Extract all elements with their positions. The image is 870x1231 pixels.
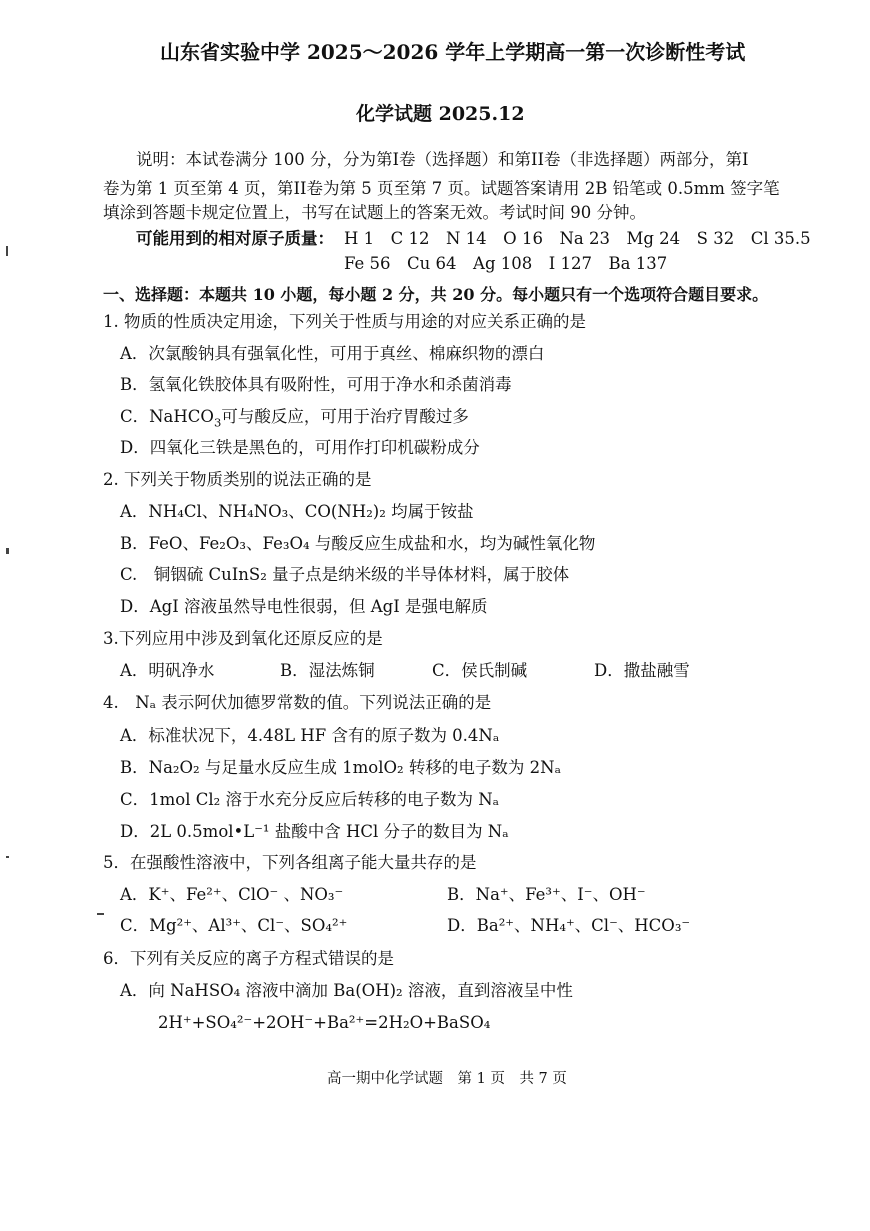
question-1-stem: 1. 物质的性质决定用途，下列关于性质与用途的对应关系正确的是 [103, 312, 586, 331]
atomic-mass-label: 可能用到的相对原子质量： [136, 229, 334, 248]
question-4-option-c: C．1mol Cl₂ 溶于水充分反应后转移的电子数为 Nₐ [120, 790, 500, 809]
question-1-option-d: D．四氧化三铁是黑色的，可用作打印机碳粉成分 [120, 438, 480, 457]
atomic-mass-line-2: Fe 56 Cu 64 Ag 108 I 127 Ba 137 [344, 254, 668, 273]
question-6-stem: 6．下列有关反应的离子方程式错误的是 [103, 949, 394, 968]
page-footer: 高一期中化学试题 第 1 页 共 7 页 [327, 1071, 567, 1087]
question-4-option-a: A．标准状况下，4.48L HF 含有的原子数为 0.4Nₐ [120, 726, 500, 745]
question-1-option-b: B．氢氧化铁胶体具有吸附性，可用于净水和杀菌消毒 [120, 375, 512, 394]
question-6-option-a: A．向 NaHSO₄ 溶液中滴加 Ba(OH)₂ 溶液，直到溶液呈中性 [120, 981, 573, 1000]
question-3-option-d: D．撒盐融雪 [594, 661, 690, 680]
instructions-line-1: 说明：本试卷满分 100 分，分为第I卷（选择题）和第II卷（非选择题）两部分，第I [136, 150, 749, 169]
question-3-option-a: A．明矾净水 [120, 661, 215, 680]
question-5-option-b: B．Na⁺、Fe³⁺、I⁻、OH⁻ [447, 885, 646, 904]
question-1-option-c-subscript: 3 [213, 415, 222, 430]
question-5-option-d: D．Ba²⁺、NH₄⁺、Cl⁻、HCO₃⁻ [447, 916, 691, 935]
question-1-option-c [120, 406, 469, 428]
question-1-option-c-prefix: C．NaHCO [120, 407, 214, 426]
question-6-option-a-equation: 2H⁺+SO₄²⁻+2OH⁻+Ba²⁺=2H₂O+BaSO₄ [158, 1013, 491, 1032]
atomic-mass-line-1: H 1 C 12 N 14 O 16 Na 23 Mg 24 S 32 Cl 35.5 [344, 229, 811, 248]
question-2-option-a: A．NH₄Cl、NH₄NO₃、CO(NH₂)₂ 均属于铵盐 [120, 502, 474, 521]
question-1-option-a: A．次氯酸钠具有强氧化性，可用于真丝、棉麻织物的漂白 [120, 344, 545, 363]
question-2-option-c: C. 铜铟硫 CuInS₂ 量子点是纳米级的半导体材料，属于胶体 [120, 565, 570, 584]
question-4-option-b: B．Na₂O₂ 与足量水反应生成 1molO₂ 转移的电子数为 2Nₐ [120, 758, 561, 777]
question-3-option-c: C．侯氏制碱 [432, 661, 528, 680]
question-2-option-d: D．AgI 溶液虽然导电性很弱，但 AgI 是强电解质 [120, 597, 488, 616]
scan-speck-4 [97, 913, 104, 915]
question-1-option-c-suffix: 可与酸反应，可用于治疗胃酸过多 [221, 407, 469, 426]
question-2-option-b: B．FeO、Fe₂O₃、Fe₃O₄ 与酸反应生成盐和水，均为碱性氧化物 [120, 534, 596, 553]
question-5-stem: 5．在强酸性溶液中，下列各组离子能大量共存的是 [103, 853, 477, 872]
scan-speck-1 [6, 246, 8, 256]
question-4-option-d: D．2L 0.5mol•L⁻¹ 盐酸中含 HCl 分子的数目为 Nₐ [120, 822, 509, 841]
scan-speck-3 [6, 856, 9, 858]
question-4-stem: 4. Nₐ 表示阿伏加德罗常数的值。下列说法正确的是 [103, 693, 492, 712]
instructions-line-2: 卷为第 1 页至第 4 页，第II卷为第 5 页至第 7 页。试题答案请用 2B 铅笔或 0.5mm 签字笔 [103, 179, 780, 198]
instructions-line-3: 填涂到答题卡规定位置上，书写在试题上的答案无效。考试时间 90 分钟。 [103, 203, 646, 222]
question-5-option-a: A．K⁺、Fe²⁺、ClO⁻ 、NO₃⁻ [120, 885, 344, 904]
question-2-stem: 2. 下列关于物质类别的说法正确的是 [103, 470, 372, 489]
exam-title: 山东省实验中学 2025～2026 学年上学期高一第一次诊断性考试 [160, 40, 746, 64]
section-heading: 一、选择题：本题共 10 小题，每小题 2 分，共 20 分。每小题只有一个选项符合题目要求。 [103, 285, 769, 304]
question-5-option-c: C．Mg²⁺、Al³⁺、Cl⁻、SO₄²⁺ [120, 916, 348, 935]
question-3-stem: 3.下列应用中涉及到氧化还原反应的是 [103, 629, 383, 648]
question-3-option-b: B．湿法炼铜 [280, 661, 375, 680]
exam-subtitle: 化学试题 2025.12 [356, 103, 525, 125]
scan-speck-2 [6, 548, 9, 554]
